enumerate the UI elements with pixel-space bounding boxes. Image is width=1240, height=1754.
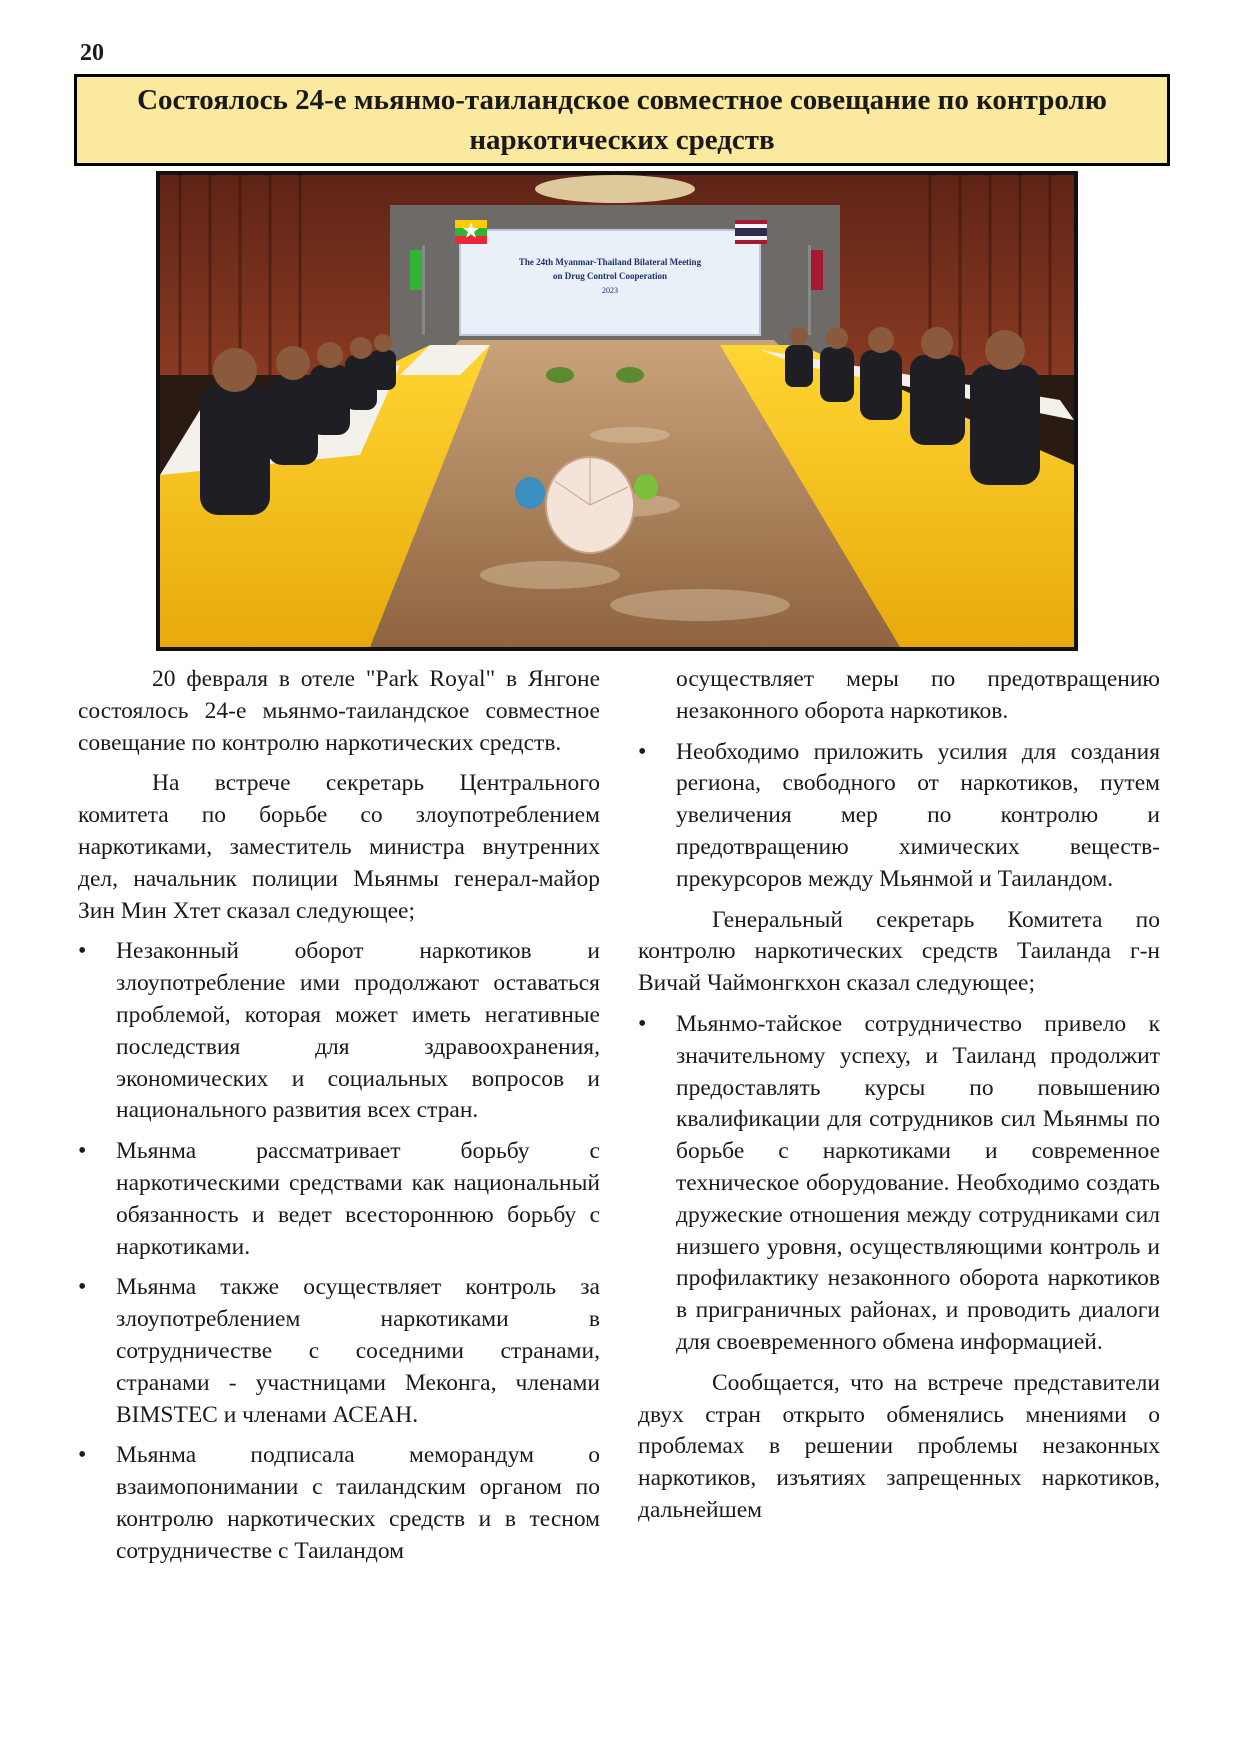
continuation-text: осуществляет меры по предотвращению незаконного оборота наркотиков. xyxy=(676,666,1160,724)
meeting-photo xyxy=(156,171,1078,651)
banner-text-1: The 24th Myanmar-Thailand Bilateral Meeting xyxy=(518,257,702,267)
list-item: • Незаконный оборот наркотиков и злоупотребление ими продолжают оставаться проблемой, которая может иметь негативные последствия для здравоохранения, экономических и социальных вопросов и национального развития всех стран. xyxy=(78,936,600,1127)
thai-statement-list xyxy=(638,1009,1160,1359)
thailand-flag xyxy=(735,220,767,244)
list-item: • Необходимо приложить усилия для создания региона, свободного от наркотиков, путем увеличения мер по контролю и предотвращению химических веществ-прекурсоров между Мьянмой и Таиландом. xyxy=(638,737,1160,896)
closing-paragraph: Сообщается, что на встрече представители двух стран открыто обменялись мнениями о проблемах в решении проблемы незаконных наркотиков, изъятиях запрещенных наркотиков, дальнейшем xyxy=(638,1369,1160,1523)
list-item: • Мьянмо-тайское сотрудничество привело к значительному успеху, и Таиланд продолжит предоставлять курсы по повышению квалификации для сотрудников сил Мьянмы по борьбе с наркотиками и современное техническое оборудование. Необходимо создать дружеские отношения между сотрудниками сил низшего уровня, осуществляющими контроль и профилактику незаконного оборота наркотиков в приграничных районах, и проводить диалоги для своевременного обмена информацией. xyxy=(638,1009,1160,1359)
list-item: • Мьянма подписала меморандум о взаимопонимании с таиландским органом по контролю наркотических средств и в тесном сотрудничестве с Таиландом xyxy=(78,1440,600,1567)
intro-paragraph: 20 февраля в отеле "Park Royal" в Янгоне состоялось 24-е мьянмо-таиландское совместное совещание по контролю наркотических средств. xyxy=(78,666,600,756)
list-item: • Мьянма рассматривает борьбу с наркотическими средствами как национальный обязанность и ведет всестороннюю борьбу с наркотиками. xyxy=(78,1136,600,1263)
left-column xyxy=(78,664,600,1577)
meeting-photo-illustration xyxy=(160,175,1074,647)
list-item: • Мьянма также осуществляет контроль за злоупотреблением наркотиками в сотрудничестве с соседними странами, странами - участницами Меконга, членами BIMSTEC и членами АСЕАН. xyxy=(78,1272,600,1431)
article-title: Состоялось 24-е мьянмо-таиландское совместное совещание по контролю наркотических средств xyxy=(137,84,1107,156)
thai-speaker-paragraph: Генеральный секретарь Комитета по контролю наркотических средств Таиланда г-н Вичай Чаймонгкхон сказал следующее; xyxy=(638,906,1160,997)
page-number: 20 xyxy=(80,40,104,66)
speaker-paragraph: На встрече секретарь Центрального комитета по борьбе со злоупотреблением наркотиками, заместитель министра внутренних дел, начальник полиции Мьянмы генерал-майор Зин Мин Хтет сказал следующее; xyxy=(78,770,600,924)
banner-text-2: on Drug Control Cooperation xyxy=(552,271,668,281)
statement-list xyxy=(78,936,600,1567)
right-column xyxy=(638,664,1160,1536)
banner-text-3: 2023 xyxy=(602,286,618,295)
statement-list-right xyxy=(638,737,1160,896)
title-box xyxy=(74,74,1170,166)
myanmar-flag xyxy=(455,220,487,244)
